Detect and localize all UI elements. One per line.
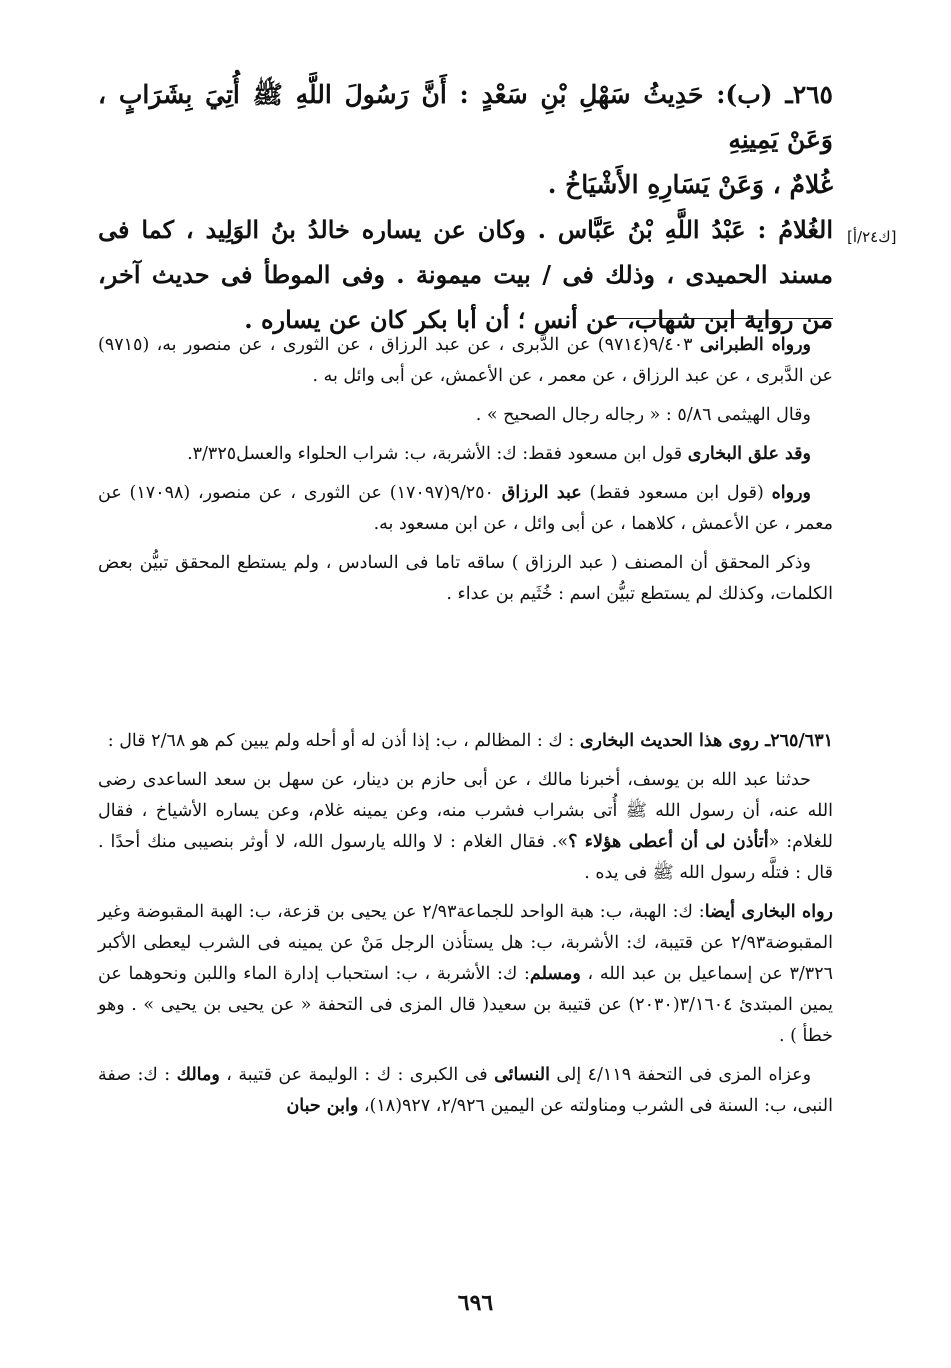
- note-mizzi-b: فى الكبرى : ك : الوليمة عن قتيبة ،: [219, 1065, 495, 1085]
- note-abdurrazzaq-mid: (قول ابن مسعود فقط): [581, 483, 772, 503]
- note-abdurrazzaq-bold-2: عبد الرزاق: [501, 483, 582, 503]
- note-bukhari-heading-bold: ٢٦٥/٦٣١ـ روى هذا الحديث البخارى: [579, 731, 833, 751]
- note-abdurrazzaq-bold-1: ورواه: [771, 483, 812, 503]
- note-bukhari-heading: [98, 726, 833, 757]
- note-tabarani-bold: ورواه الطبرانى: [699, 335, 812, 355]
- note-mizzi-bold-2: ومالك: [176, 1065, 220, 1085]
- note-haythami: وقال الهيثمى ٥/٨٦ : « رجاله رجال الصحيح » .: [475, 405, 811, 425]
- note-abdurrazzaq: [98, 478, 833, 540]
- note-also-bold-2: ومسلم: [529, 964, 581, 984]
- note-also-mid: : ك: الهبة، ب: هبة الواحد للجماعة٢/٩٣ عن يحيى بن قزعة، ب: الهبة المقبوضة وغير المقبوضة٢/٩٣ عن قتيبة، ك: الأشربة، ب: هل يستأذن الرجل مَنْ عن يمينه فى الشرب ليعطى الأكبر ٣/٣٢٦ عن إسماعيل بن عبد الله ،: [98, 902, 833, 984]
- note-mizzi-bold-1: النسائى: [494, 1065, 550, 1085]
- note-bukhari-bold: وقد علق البخارى: [687, 444, 811, 464]
- note-bukhari-mu-allaq: [98, 439, 833, 470]
- note-isnad-text: حدثنا عبد الله بن يوسف، أخبرنا مالك ، عن أبى حازم بن دينار، عن سهل بن سعد الساعدى رضى الله عنه، أن رسول الله ﷺ أُتى بشراب فشرب منه، وعن يمينه غلام، وعن يساره الأشياخ ، فقال للغلام: «: [98, 770, 833, 852]
- note-also-bold-1: رواه البخارى أيضا: [704, 902, 833, 922]
- hadith-line-2: غُلامٌ ، وَعَنْ يَسَارِهِ الأَشْيَاخُ .: [547, 170, 833, 199]
- hadith-text: [98, 72, 833, 342]
- note-mizzi-c: : ك: صفة النبى، ب: السنة فى الشرب ومناولته عن اليمين ٢/٩٢٦، ٩٢٧(١٨)،: [98, 1065, 833, 1116]
- hadith-commentary: الغُلامُ : عَبْدُ اللَّهِ بْنُ عَبَّاس . وكان عن يساره خالدُ بنُ الوَلِيد ، كما فى مسند الحميدى ، وذلك فى / بيت ميمونة . وفى الموطأ فى حديث آخر، من رواية ابن شهاب، عن أنس ؛ أن أبا بكر كان عن يساره .: [98, 215, 834, 334]
- note-tabarani-text: ٩/٤٠٣(٩٧١٤) عن الدَّبرى ، عن عبد الرزاق ، عن الثورى ، عن منصور به، (٩٧١٥) عن الدَّبرى ، عن عبد الرزاق ، عن معمر ، عن الأعمش، عن أبى وائل به .: [98, 335, 833, 386]
- footnotes-top: [98, 330, 833, 618]
- note-mizzi: [98, 1060, 833, 1122]
- footnote-divider: [607, 318, 833, 319]
- note-tabarani: [98, 330, 833, 392]
- note-isnad-rest: ». فقال الغلام : لا والله يارسول الله، لا أوثر بنصيبى منك أحدًا . قال : فتلَّه رسول الله ﷺ فى يده .: [98, 832, 833, 883]
- note-bukhari-isnad: [98, 765, 833, 889]
- note-bukhari-text: قول ابن مسعود فقط: ك: الأشربة، ب: شراب الحلواء والعسل٣/٣٢٥.: [187, 444, 688, 464]
- note-also-rest: : ك: الأشربة ، ب: استحباب إدارة الماء واللبن ونحوهما عن يمين المبتدئ ٣/١٦٠٤(٢٠٣٠) عن قتيبة بن سعيد( قال المزى فى التحفة « عن يحيى بن يحيى » . وهو خطأ ) .: [98, 964, 833, 1046]
- note-muhaqqiq: وذكر المحقق أن المصنف ( عبد الرزاق ) ساقه تاما فى السادس ، ولم يستطع المحقق تبيُّن بعض الكلمات، وكذلك لم يستطع تبيُّن اسم : خُثَيم بن عداء .: [98, 553, 833, 604]
- note-isnad-bold: أتأذن لى أن أعطى هؤلاء ؟: [568, 832, 769, 852]
- note-bukhari-heading-text: : ك : المظالم ، ب: إذا أذن له أو أحله ولم يبين كم هو ٢/٦٨ قال :: [107, 731, 580, 751]
- note-bukhari-also: [98, 897, 833, 1052]
- footnotes-bottom: [98, 726, 833, 1130]
- note-abdurrazzaq-text: ٩/٢٥٠(١٧٠٩٧) عن الثورى ، عن منصور، (١٧٠٩٨) عن معمر ، عن الأعمش ، كلاهما ، عن أبى وائل ، عن ابن مسعود به.: [98, 483, 833, 534]
- page-number: ٦٩٦: [457, 1290, 494, 1316]
- manuscript-reference: [ك٢٤/أ]: [847, 228, 897, 246]
- note-mizzi-a: وعزاه المزى فى التحفة ٤/١١٩ إلى: [549, 1065, 812, 1085]
- hadith-line-1: ٢٦٥ـ (ب): حَدِيثُ سَهْلِ بْنِ سَعْدٍ : أَنَّ رَسُولَ اللَّهِ ﷺ أُتِيَ بِشَرَابٍ ، وَعَنْ يَمِينِهِ: [98, 80, 833, 154]
- note-mizzi-bold-3: وابن حبان: [286, 1096, 359, 1116]
